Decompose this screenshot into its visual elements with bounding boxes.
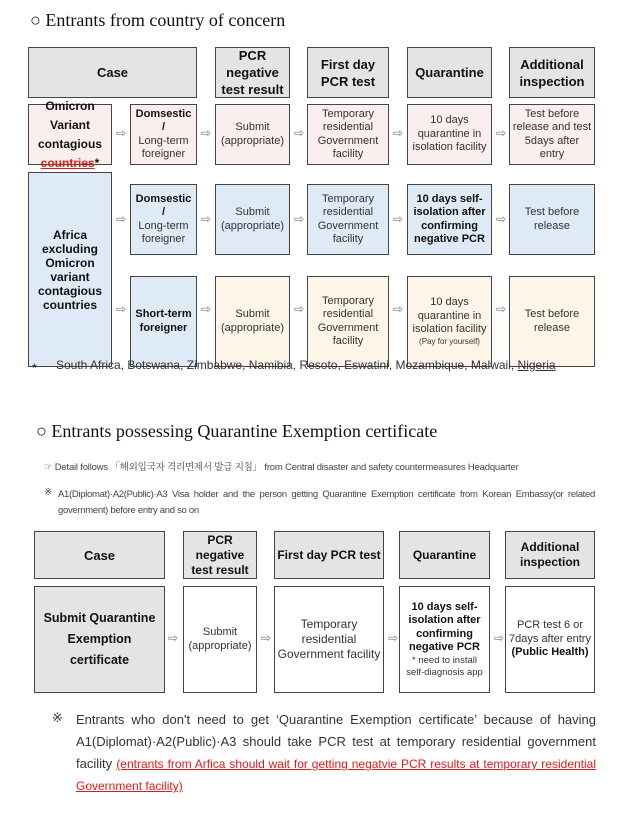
header-case: Case: [28, 47, 197, 98]
first-omicron: Temporary residential Government facility: [307, 104, 389, 165]
header-quarantine-2: Quarantine: [399, 531, 490, 579]
type-rest: Long-term foreigner: [138, 134, 189, 160]
arrow-icon: ⇨: [496, 126, 507, 140]
arrow-icon: ⇨: [168, 631, 179, 645]
arrow-icon: ⇨: [393, 126, 404, 140]
quarantine-exemption: [399, 586, 490, 693]
final-note: [76, 709, 596, 797]
pcr-africa-long: Submit (appropriate): [215, 184, 290, 255]
install-note: * need to install self-diagnosis app: [406, 654, 483, 678]
type-bold: Domsestic /: [135, 192, 192, 218]
arrow-icon: ⇨: [494, 631, 505, 645]
footnote-text: South Africa, Botswana, Zimbabwe, Namibia, Resoto, Eswatini, Mozambique, Malwaii,: [56, 358, 515, 372]
type-omicron: [130, 104, 197, 165]
header-quarantine: Quarantine: [407, 47, 492, 98]
header-case-2: Case: [34, 531, 165, 579]
first-africa-short: Temporary residential Government facility: [307, 276, 389, 367]
section1-title: ○ Entrants from country of concern: [30, 10, 286, 30]
footnote-star: *: [32, 361, 37, 375]
nigeria-link[interactable]: Nigeria: [517, 358, 556, 372]
arrow-icon: ⇨: [294, 212, 305, 226]
section2-title: ○ Entrants possessing Quarantine Exemption certificate: [36, 421, 438, 441]
quarantine-omicron: 10 days quarantine in isolation facility: [407, 104, 492, 165]
arrow-icon: ⇨: [393, 302, 404, 316]
arrow-icon: ⇨: [496, 302, 507, 316]
arrow-icon: ⇨: [393, 212, 404, 226]
additional-omicron: Test before release and test 5days after entry: [509, 104, 595, 165]
header-additional: Additional inspection: [509, 47, 595, 98]
case-omicron: [28, 98, 112, 170]
type-rest: Long-term foreigner: [138, 219, 189, 245]
additional-text: PCR test 6 or 7days after entry: [509, 619, 591, 645]
arrow-icon: ⇨: [116, 302, 127, 316]
case-africa: Africa excluding Omicron variant contagious countries: [28, 172, 112, 367]
arrow-icon: ⇨: [294, 126, 305, 140]
type-africa-short: Short-term foreigner: [130, 276, 197, 367]
quarantine-africa-long: 10 days self-isolation after confirming negative PCR: [407, 184, 492, 255]
type-africa-long: [130, 184, 197, 255]
additional-africa-short: Test before release: [509, 276, 595, 367]
countries-link[interactable]: countries: [40, 155, 95, 170]
first-africa-long: Temporary residential Government facility: [307, 184, 389, 255]
case-exemption: Submit Quarantine Exemption certificate: [34, 586, 165, 693]
arrow-icon: ⇨: [261, 631, 272, 645]
arrow-icon: ⇨: [201, 126, 212, 140]
final-mark: ※: [52, 710, 63, 725]
additional-exemption: [505, 586, 595, 693]
arrow-icon: ⇨: [116, 126, 127, 140]
additional-africa-long: Test before release: [509, 184, 595, 255]
header-first-day: First day PCR test: [307, 47, 389, 98]
arrow-icon: ⇨: [201, 212, 212, 226]
case-omicron-text: Omicron Variant contagious: [37, 98, 102, 151]
final-red-text: (entrants from Arfica should wait for getting negatvie PCR results at temporary residential Government facility): [76, 757, 597, 793]
header-additional-2: Additional inspection: [505, 531, 595, 579]
footnote: [56, 359, 596, 372]
note-text: A1(Diplomat)·A2(Public)·A3 Visa holder and the person getting Quarantine Exemption certificate from Korean Embassy(or related government) before entry and so on: [58, 489, 595, 516]
header-pcr-2: PCR negative test result: [183, 531, 257, 579]
quarantine-africa-short: [407, 276, 492, 367]
type-bold: Domsestic /: [135, 107, 192, 133]
pcr-exemption: Submit (appropriate): [183, 586, 257, 693]
public-health: (Public Health): [511, 646, 589, 659]
arrow-icon: ⇨: [201, 302, 212, 316]
arrow-icon: ⇨: [388, 631, 399, 645]
arrow-icon: ⇨: [294, 302, 305, 316]
quarantine-text: 10 days self-isolation after confirming negative PCR: [408, 600, 481, 653]
pcr-africa-short: Submit (appropriate): [215, 276, 290, 367]
detail-line: ☞ Detail follows 「해외입국자 격리면제서 발급 지침」 from Central disaster and safety countermeasures Headquarter: [44, 462, 519, 473]
pcr-omicron: Submit (appropriate): [215, 104, 290, 165]
first-exemption: Temporary residential Government facility: [274, 586, 384, 693]
final-text: Entrants who don't need to get ‘Quarantine Exemption certificate’ because of having A1(Diplomat)·A2(Public)·A3 should take PCR test at temporary residential government facility: [76, 712, 596, 771]
header-pcr: PCR negative test result: [215, 47, 290, 98]
asterisk: *: [94, 155, 100, 170]
arrow-icon: ⇨: [116, 212, 127, 226]
header-first-day-2: First day PCR test: [274, 531, 384, 579]
quarantine-text: 10 days quarantine in isolation facility: [412, 296, 487, 336]
arrow-icon: ⇨: [496, 212, 507, 226]
pay-note: (Pay for yourself): [419, 336, 480, 346]
note-mark: ※: [44, 487, 53, 498]
